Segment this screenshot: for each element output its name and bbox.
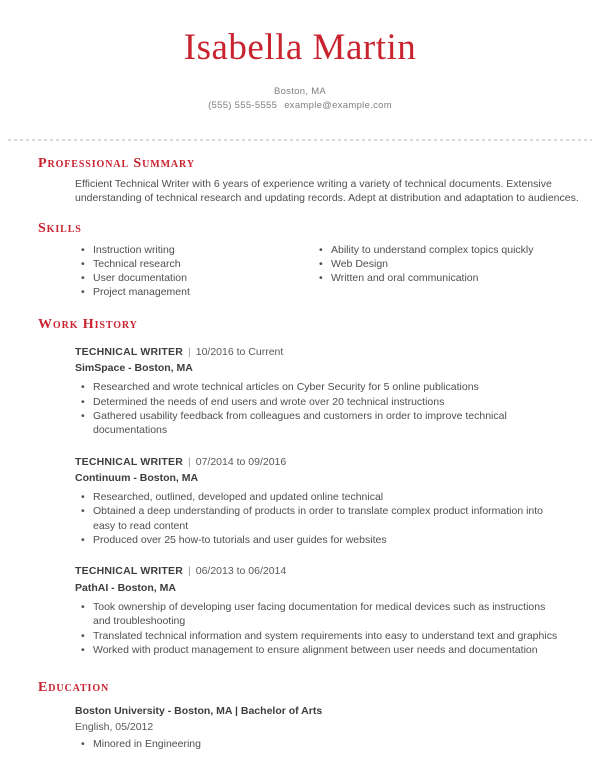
- skills-column-right: [318, 243, 562, 300]
- resume-header: [38, 26, 562, 112]
- contact-info: [38, 85, 562, 112]
- summary-heading: Professional Summary: [38, 156, 195, 171]
- education-bullet: • Minored in Engineering: [80, 737, 562, 751]
- job-title: TECHNICAL WRITER: [75, 455, 183, 468]
- skills-heading: Skills: [38, 220, 82, 236]
- job-bullet: • Obtained a deep understanding of products in order to translate complex product information into easy to read content: [80, 504, 562, 533]
- candidate-name: Isabella Martin: [183, 27, 417, 68]
- skill-item: • User documentation: [80, 271, 318, 285]
- skill-item: • Ability to understand complex topics quickly: [318, 243, 562, 257]
- section-skills: [38, 221, 562, 300]
- job-title-separator: |: [188, 455, 191, 468]
- job-title-separator: |: [188, 345, 191, 358]
- job-title: TECHNICAL WRITER: [75, 565, 183, 578]
- summary-text: Efficient Technical Writer with 6 years of experience writing a variety of technical documents. Extensive understanding of technical research and updating records. Adept at distribution and adaptation to audiences.: [75, 178, 579, 205]
- skills-column-left: [80, 243, 318, 300]
- contact-phone-email-line: [38, 99, 562, 113]
- education-heading: Education: [38, 680, 110, 696]
- job-bullet: • Researched, outlined, developed and updated online technical: [80, 490, 562, 504]
- job-bullet-list: [80, 490, 562, 547]
- skill-item: • Instruction writing: [80, 243, 318, 257]
- job-bullet-list: [80, 380, 562, 437]
- work-history-heading: Work History: [38, 316, 138, 332]
- contact-phone: (555) 555-5555: [208, 99, 278, 111]
- contact-location: Boston, MA: [273, 86, 327, 97]
- header-divider: [8, 139, 592, 141]
- contact-email: example@example.com: [284, 99, 392, 111]
- section-professional-summary: [38, 156, 579, 206]
- job-company: PathAI - Boston, MA: [75, 581, 176, 594]
- job-bullet: • Produced over 25 how-to tutorials and user guides for websites: [80, 533, 562, 547]
- section-work-history: [38, 317, 562, 657]
- job-dates: 07/2014 to 09/2016: [195, 455, 287, 468]
- section-education: [38, 680, 562, 751]
- job-title-line: [75, 455, 562, 469]
- skill-item: • Project management: [80, 285, 318, 299]
- job-entry-pathai: [75, 564, 562, 657]
- job-bullet-list: [80, 600, 562, 657]
- education-degree-line: English, 05/2012: [75, 721, 154, 734]
- job-bullet: • Translated technical information and system requirements into easy to understand text and graphics: [80, 629, 562, 643]
- skills-columns: [80, 243, 562, 300]
- job-bullet: • Took ownership of developing user facing documentation for medical devices such as instructions and troubleshooting: [80, 600, 562, 629]
- education-entry: [75, 704, 562, 751]
- skill-item: • Web Design: [318, 257, 562, 271]
- job-title-line: [75, 345, 562, 359]
- job-title: TECHNICAL WRITER: [75, 345, 183, 358]
- job-title-separator: |: [188, 565, 191, 578]
- education-school-line: Boston University - Boston, MA | Bachelor of Arts: [75, 705, 323, 718]
- job-bullet: • Researched and wrote technical articles on Cyber Security for 5 online publications: [80, 380, 562, 394]
- job-dates: 10/2016 to Current: [195, 345, 284, 358]
- job-company: Continuum - Boston, MA: [75, 471, 199, 484]
- job-entry-continuum: [75, 455, 562, 548]
- skill-item: • Technical research: [80, 257, 318, 271]
- skill-item: • Written and oral communication: [318, 271, 562, 285]
- job-bullet: • Worked with product management to ensure alignment between user needs and documentation: [80, 643, 562, 657]
- job-bullet: • Gathered usability feedback from colleagues and customers in order to improve technical documentations: [80, 409, 562, 438]
- job-company: SimSpace - Boston, MA: [75, 362, 193, 375]
- education-bullet-list: [80, 737, 562, 751]
- job-bullet: • Determined the needs of end users and wrote over 20 technical instructions: [80, 395, 562, 409]
- job-dates: 06/2013 to 06/2014: [195, 565, 287, 578]
- job-entry-simspace: [75, 345, 562, 438]
- job-title-line: [75, 564, 562, 578]
